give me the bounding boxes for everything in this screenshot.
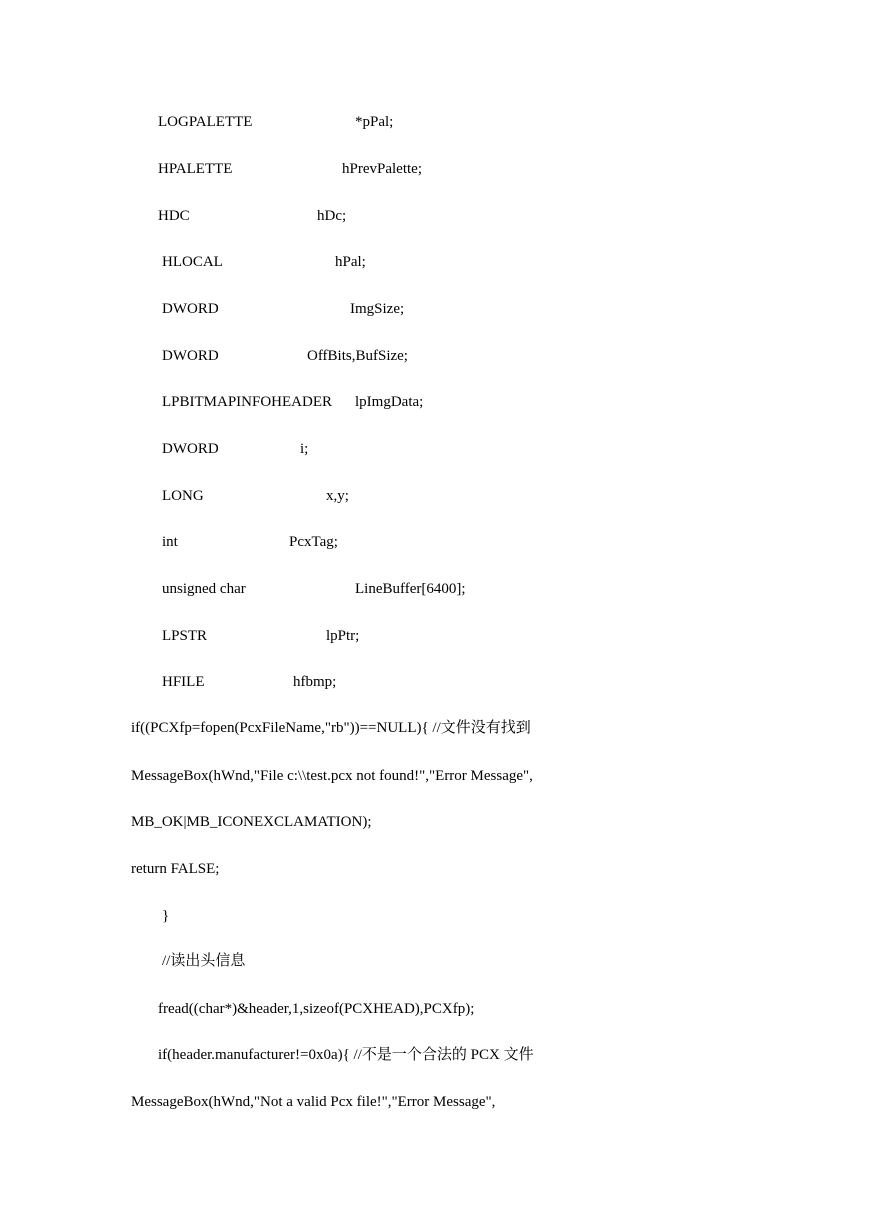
- code-line: fread((char*)&header,1,sizeof(PCXHEAD),PCXfp);: [158, 1001, 475, 1017]
- decl-name: hPrevPalette;: [342, 161, 422, 177]
- code-comment: //读出头信息: [162, 953, 246, 969]
- decl-type: HPALETTE: [158, 161, 233, 177]
- code-line: MessageBox(hWnd,"Not a valid Pcx file!","Error Message",: [131, 1094, 496, 1110]
- code-line: }: [162, 908, 170, 924]
- decl-type: int: [162, 534, 178, 550]
- code-line: if((PCXfp=fopen(PcxFileName,"rb"))==NULL){ //文件没有找到: [131, 720, 531, 736]
- decl-name: PcxTag;: [289, 534, 338, 550]
- code-line: return FALSE;: [131, 861, 220, 877]
- decl-type: LONG: [162, 488, 204, 504]
- decl-name: hPal;: [335, 254, 366, 270]
- decl-name: LineBuffer[6400];: [355, 581, 466, 597]
- decl-type: DWORD: [162, 441, 219, 457]
- decl-type: LOGPALETTE: [158, 114, 253, 130]
- decl-type: DWORD: [162, 348, 219, 364]
- decl-type: unsigned char: [162, 581, 246, 597]
- decl-name: lpImgData;: [355, 394, 424, 410]
- decl-name: OffBits,BufSize;: [307, 348, 408, 364]
- decl-name: i;: [300, 441, 309, 457]
- decl-name: ImgSize;: [350, 301, 405, 317]
- code-line: MB_OK|MB_ICONEXCLAMATION);: [131, 814, 372, 830]
- decl-name: x,y;: [326, 488, 349, 504]
- decl-type: LPSTR: [162, 628, 208, 644]
- decl-type: HDC: [158, 208, 190, 224]
- decl-type: HLOCAL: [162, 254, 223, 270]
- decl-type: LPBITMAPINFOHEADER: [162, 394, 333, 410]
- decl-name: hfbmp;: [293, 674, 337, 690]
- decl-name: hDc;: [317, 208, 347, 224]
- decl-type: HFILE: [162, 674, 205, 690]
- code-line: MessageBox(hWnd,"File c:\\test.pcx not found!","Error Message",: [131, 768, 533, 784]
- decl-type: DWORD: [162, 301, 219, 317]
- decl-name: *pPal;: [355, 114, 394, 130]
- code-line: if(header.manufacturer!=0x0a){ //不是一个合法的 PCX 文件: [158, 1047, 534, 1063]
- decl-name: lpPtr;: [326, 628, 360, 644]
